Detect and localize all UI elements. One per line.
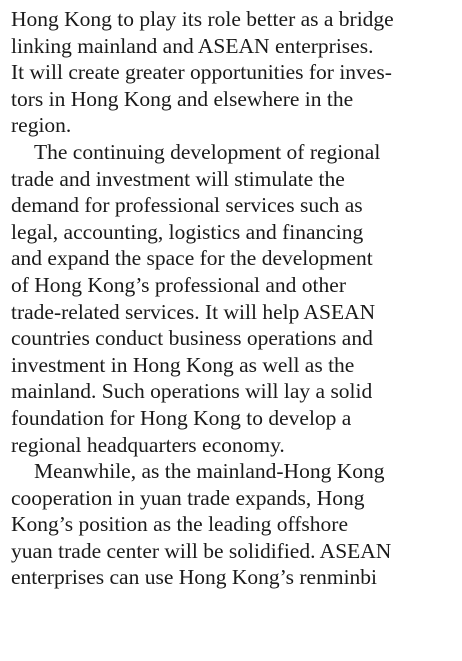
text-line: of Hong Kong’s professional and other	[11, 272, 346, 297]
text-line: cooperation in yuan trade expands, Hong	[11, 485, 365, 510]
paragraph-first-line: Meanwhile, as the mainland-Hong Kong	[34, 459, 385, 484]
article-body	[11, 6, 456, 591]
text-line: enterprises can use Hong Kong’s renminbi	[11, 565, 378, 590]
text-line: linking mainland and ASEAN enterprises.	[11, 33, 374, 58]
text-line: region.	[11, 113, 72, 138]
text-line: tors in Hong Kong and elsewhere in the	[11, 86, 354, 111]
text-line: It will create greater opportunities for inves-	[11, 60, 392, 85]
text-line: foundation for Hong Kong to develop a	[11, 405, 352, 430]
text-line: demand for professional services such as	[11, 193, 363, 218]
paragraph-first-line: The continuing development of regional	[34, 139, 381, 164]
text-line: Kong’s position as the leading offshore	[11, 512, 348, 537]
text-line: yuan trade center will be solidified. ASEAN	[11, 538, 392, 563]
text-line: trade-related services. It will help ASEAN	[11, 299, 376, 324]
text-line: and expand the space for the development	[11, 246, 373, 271]
text-line: countries conduct business operations and	[11, 326, 373, 351]
text-line: legal, accounting, logistics and financing	[11, 219, 364, 244]
text-line: Hong Kong to play its role better as a bridge	[11, 7, 394, 31]
text-line: trade and investment will stimulate the	[11, 166, 345, 191]
text-line: mainland. Such operations will lay a solid	[11, 379, 373, 404]
text-line: investment in Hong Kong as well as the	[11, 352, 355, 377]
text-line: regional headquarters economy.	[11, 432, 285, 457]
